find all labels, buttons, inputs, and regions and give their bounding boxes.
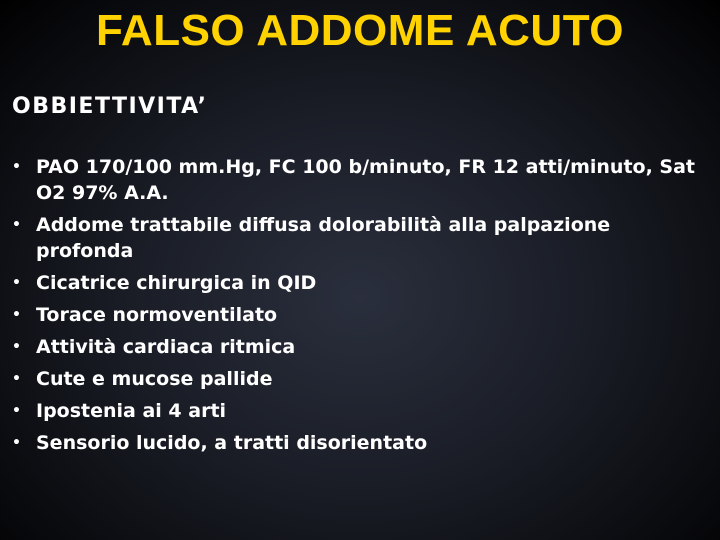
bullet-dot-icon: •: [12, 217, 21, 233]
bullet-text: Ipostenia ai 4 arti: [36, 400, 227, 422]
bullet-text: Sensorio lucido, a tratti disorientato: [36, 432, 428, 454]
bullet-dot-icon: •: [12, 435, 21, 451]
bullet-item: [12, 270, 712, 296]
bullet-text: Attività cardiaca ritmica: [36, 336, 296, 358]
bullet-dot-icon: •: [12, 371, 21, 387]
bullet-dot-icon: •: [12, 159, 21, 175]
bullet-text: PAO 170/100 mm.Hg, FC 100 b/minuto, FR 12 atti/minuto, Sat O2 97% A.A.: [36, 156, 695, 204]
bullet-dot-icon: •: [12, 403, 21, 419]
bullet-item: [12, 430, 712, 456]
bullet-list: [12, 154, 712, 462]
bullet-dot-icon: •: [12, 339, 21, 355]
bullet-item: [12, 398, 712, 424]
bullet-item: [12, 302, 712, 328]
bullet-item: [12, 154, 712, 206]
slide-title: FALSO ADDOME ACUTO: [95, 6, 625, 55]
bullet-text: Cute e mucose pallide: [36, 368, 273, 390]
bullet-dot-icon: •: [12, 275, 21, 291]
bullet-text: Torace normoventilato: [36, 304, 278, 326]
slide-subtitle: OBBIETTIVITA’: [12, 94, 208, 119]
bullet-item: [12, 334, 712, 360]
bullet-item: [12, 366, 712, 392]
bullet-text: Addome trattabile diffusa dolorabilità alla palpazione profonda: [36, 214, 611, 262]
bullet-item: [12, 212, 712, 264]
bullet-text: Cicatrice chirurgica in QID: [36, 272, 317, 294]
bullet-dot-icon: •: [12, 307, 21, 323]
